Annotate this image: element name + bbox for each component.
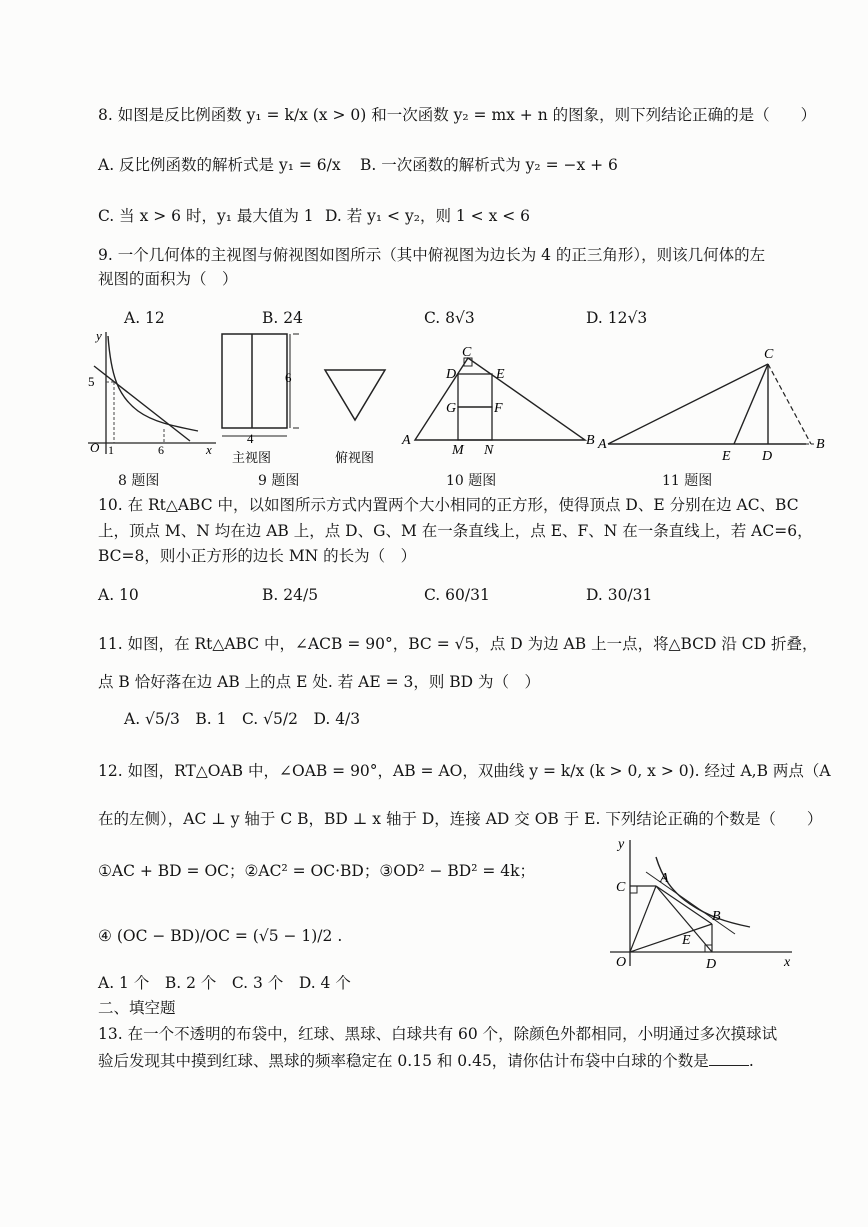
q13-stem-line1: 13. 在一个不透明的布袋中，红球、黑球、白球共有 60 个，除颜色外都相同，小明通过多次摸球试 bbox=[98, 1025, 778, 1043]
fig10-label-e: E bbox=[496, 367, 505, 382]
fig12-label-c: C bbox=[616, 880, 626, 895]
fig11-label-a: A bbox=[598, 437, 607, 452]
fig8-label-one: 1 bbox=[108, 443, 114, 456]
q13-stem-line2 bbox=[98, 1050, 754, 1072]
q13-stem-text: 验后发现其中摸到红球、黑球的频率稳定在 0.15 和 0.45，请你估计布袋中白球的个数是 bbox=[98, 1052, 709, 1070]
q11-options: A. √5/3 B. 1 C. √5/2 D. 4/3 bbox=[124, 710, 361, 728]
fig8-label-y: y bbox=[96, 328, 102, 343]
q12-stem-line1: 12. 如图，RT△OAB 中，∠OAB = 90°，AB = AO，双曲线 y = k/x (k > 0, x > 0). 经过 A,B 两点（A bbox=[98, 762, 831, 780]
figure-10-caption: 10 题图 bbox=[446, 473, 497, 489]
q11-stem-line2: 点 B 恰好落在边 AB 上的点 E 处. 若 AE = 3，则 BD 为（ ） bbox=[98, 673, 541, 691]
fig11-label-c: C bbox=[764, 347, 774, 362]
fig12-label-y: y bbox=[618, 837, 625, 852]
fig11-label-d: D bbox=[762, 449, 773, 464]
fig9-height-label: 6 bbox=[285, 370, 292, 385]
q10-option-d: D. 30/31 bbox=[586, 586, 653, 604]
fig10-label-g: G bbox=[446, 401, 457, 416]
figure-11-triangle bbox=[596, 340, 836, 465]
fig8-label-x: x bbox=[206, 442, 212, 456]
front-view-rect bbox=[222, 334, 287, 428]
fig12-label-a: A bbox=[660, 871, 669, 886]
fig8-label-six: 6 bbox=[158, 443, 164, 456]
q9-option-c: C. 8√3 bbox=[424, 309, 475, 327]
fig10-label-d: D bbox=[446, 367, 457, 382]
q12-conclusions-line2: ④ (OC − BD)/OC = (√5 − 1)/2 . bbox=[98, 927, 343, 945]
q12-conclusions-line1: ①AC + BD = OC；②AC² = OC·BD；③OD² − BD² = 4k； bbox=[98, 862, 536, 880]
fig10-label-f: F bbox=[494, 401, 503, 416]
q12-stem-line2: 在的左侧），AC ⊥ y 轴于 C B，BD ⊥ x 轴于 D，连接 AD 交 OB 于 E. 下列结论正确的个数是（ ） bbox=[98, 810, 823, 828]
q9-stem-line1: 9. 一个几何体的主视图与俯视图如图所示（其中俯视图为边长为 4 的正三角形），则该几何体的左 bbox=[98, 246, 766, 264]
fig9-width-label: 4 bbox=[247, 431, 254, 446]
figure-10-triangle bbox=[400, 340, 600, 460]
q13-end: . bbox=[748, 1052, 754, 1070]
fig10-label-n: N bbox=[484, 443, 494, 458]
fig9-top-label: 俯视图 bbox=[335, 450, 375, 465]
figure-9-views bbox=[215, 326, 395, 466]
fig12-label-o: O bbox=[616, 955, 627, 970]
q10-stem-line3: BC=8，则小正方形的边长 MN 的长为（ ） bbox=[98, 547, 417, 565]
figure-8-graph bbox=[78, 326, 218, 456]
q9-option-b: B. 24 bbox=[262, 309, 303, 327]
q11-stem-line1: 11. 如图，在 Rt△ABC 中，∠ACB = 90°，BC = √5，点 D 为边 AB 上一点，将△BCD 沿 CD 折叠， bbox=[98, 635, 818, 653]
fig11-label-e: E bbox=[722, 449, 731, 464]
fig12-label-e: E bbox=[682, 933, 691, 948]
fig10-label-b: B bbox=[586, 433, 595, 448]
section-title: 二、填空题 bbox=[98, 999, 176, 1017]
top-view-triangle bbox=[325, 370, 385, 420]
fig12-label-d: D bbox=[706, 957, 717, 972]
fig12-label-x: x bbox=[784, 955, 791, 970]
fig11-label-b: B bbox=[816, 437, 825, 452]
fig8-label-five: 5 bbox=[88, 374, 95, 389]
q8-option-b: B. 一次函数的解析式为 y₂ = −x + 6 bbox=[360, 156, 618, 174]
fig8-label-o: O bbox=[90, 440, 100, 455]
q8-option-c: C. 当 x > 6 时，y₁ 最大值为 1 bbox=[98, 207, 314, 225]
q12-options: A. 1 个 B. 2 个 C. 3 个 D. 4 个 bbox=[98, 974, 351, 992]
q10-option-a: A. 10 bbox=[98, 586, 139, 604]
figure-8-caption: 8 题图 bbox=[118, 473, 160, 489]
fig12-label-b: B bbox=[712, 909, 721, 924]
q8-option-a: A. 反比例函数的解析式是 y₁ = 6/x bbox=[98, 156, 341, 174]
figure-9-caption: 9 题图 bbox=[258, 473, 300, 489]
figure-11-caption: 11 题图 bbox=[662, 473, 713, 489]
figure-12-graph bbox=[600, 832, 800, 972]
q9-stem-line2: 视图的面积为（ ） bbox=[98, 270, 238, 288]
q10-stem-line2: 上，顶点 M、N 均在边 AB 上，点 D、G、M 在一条直线上，点 E、F、N 在一条直线上，若 AC=6， bbox=[98, 522, 813, 540]
q13-answer-blank[interactable] bbox=[709, 1051, 749, 1066]
fig10-label-a: A bbox=[402, 433, 411, 448]
q10-option-b: B. 24/5 bbox=[262, 586, 319, 604]
fig9-front-label: 主视图 bbox=[232, 450, 272, 465]
q9-option-a: A. 12 bbox=[124, 309, 165, 327]
fig10-label-c: C bbox=[462, 345, 472, 360]
q8-stem: 8. 如图是反比例函数 y₁ = k/x (x > 0) 和一次函数 y₂ = mx + n 的图象，则下列结论正确的是（ ） bbox=[98, 106, 817, 124]
fig10-label-m: M bbox=[452, 443, 464, 458]
q10-stem-line1: 10. 在 Rt△ABC 中，以如图所示方式内置两个大小相同的正方形，使得顶点 D、E 分别在边 AC、BC bbox=[98, 496, 799, 514]
q10-option-c: C. 60/31 bbox=[424, 586, 490, 604]
q9-option-d: D. 12√3 bbox=[586, 309, 648, 327]
q8-option-d: D. 若 y₁ < y₂，则 1 < x < 6 bbox=[325, 207, 531, 225]
